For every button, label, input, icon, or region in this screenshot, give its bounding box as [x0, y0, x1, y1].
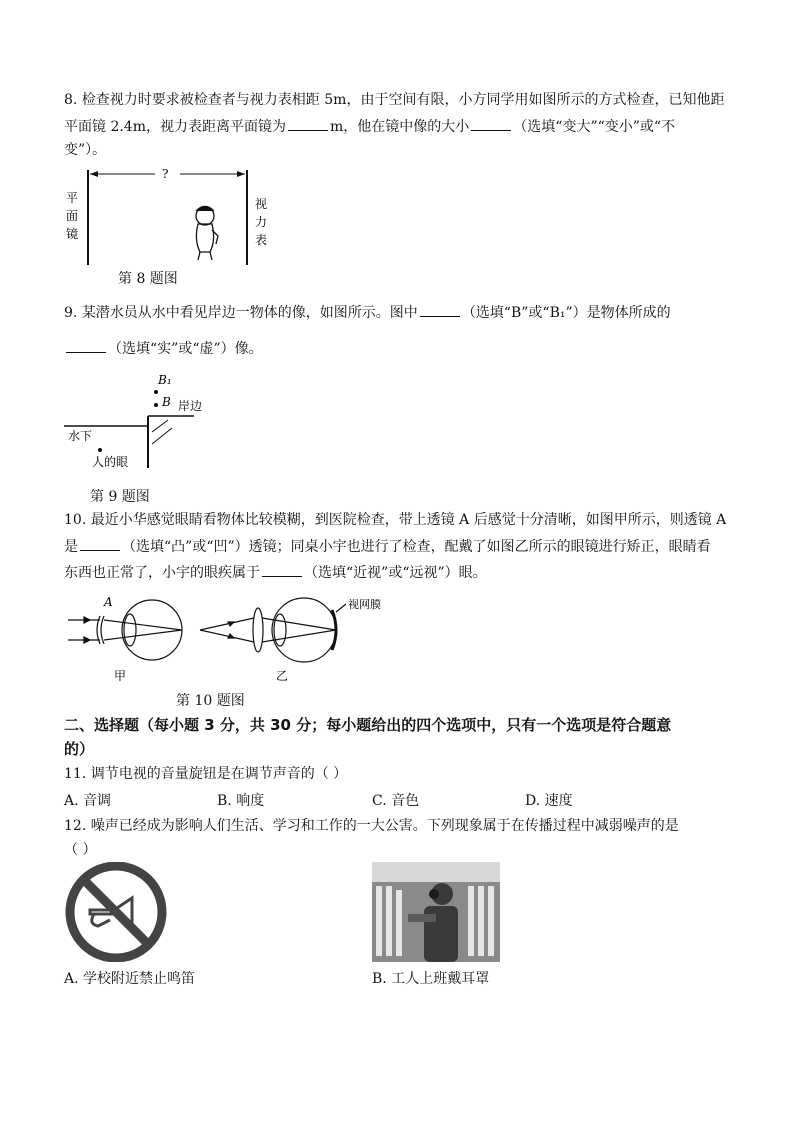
q10-line-3 — [64, 562, 487, 583]
q9-label-b1: B₁ — [158, 373, 172, 387]
q11-option-a[interactable]: A. 音调 — [64, 793, 112, 809]
q10-line-1: 10. 最近小华感觉眼睛看物体比较模糊，到医院检查，带上透镜 A 后感觉十分清晰，如图甲所示，则透镜 A — [64, 512, 727, 528]
q12-option-a[interactable]: A. 学校附近禁止鸣笛 — [64, 971, 196, 987]
q11-stem: 11. 调节电视的音量旋钮是在调节声音的（ ） — [64, 766, 348, 782]
q9-text-c: （选填“实”或“虚”）像。 — [108, 341, 263, 357]
q9-figure — [64, 368, 224, 473]
q10-label-yi: 乙 — [276, 669, 289, 683]
q8-figure — [60, 160, 280, 270]
q10-text-d: （选填“近视”或“远视”）眼。 — [304, 565, 487, 581]
q12-paren: （ ） — [64, 842, 97, 858]
q10-figure — [64, 590, 394, 688]
q9-label-underwater: 水下 — [68, 429, 93, 443]
q10-caption: 第 10 题图 — [176, 693, 245, 709]
q9-label-b: B — [162, 395, 171, 409]
q9-blank-2[interactable] — [66, 338, 106, 353]
q8-blank-1[interactable] — [288, 116, 328, 131]
q10-text-a: 是 — [64, 539, 78, 555]
q8-chart-char-2: 力 — [255, 215, 268, 229]
q12-option-b[interactable]: B. 工人上班戴耳罩 — [372, 971, 490, 987]
q8-caption: 第 8 题图 — [118, 271, 178, 287]
q11-option-b[interactable]: B. 响度 — [217, 793, 265, 809]
worker-earmuff-photo — [372, 862, 500, 962]
q10-label-a: A — [104, 595, 113, 609]
q8-person-icon — [196, 207, 218, 261]
q8-text-a: 平面镜 2.4m，视力表距离平面镜为 — [64, 119, 286, 135]
section-2-heading-line-2: 的） — [64, 740, 95, 758]
q8-line-2 — [64, 116, 675, 137]
q9-point-b1 — [154, 390, 158, 394]
q9-point-b — [154, 403, 158, 407]
q10-label-jia: 甲 — [114, 669, 127, 683]
q10-text-c: 东西也正常了，小宇的眼疾属于 — [64, 565, 260, 581]
q8-line-1: 8. 检查视力时要求被检查者与视力表相距 5m，由于空间有限，小方同学用如图所示的方式检查，已知他距 — [64, 92, 725, 108]
no-honking-sign-icon — [64, 862, 168, 962]
q8-mirror-char-3: 镜 — [66, 227, 79, 241]
section-2-heading-line-1: 二、选择题（每小题 3 分，共 30 分；每小题给出的四个选项中，只有一个选项是符合题意 — [64, 716, 672, 734]
q9-text-b: （选填“B”或“B₁”）是物体所成的 — [461, 305, 671, 321]
q8-text-c: （选填“变大”“变小”或“不 — [513, 119, 676, 135]
q9-point-eye — [98, 448, 102, 452]
q9-caption: 第 9 题图 — [90, 489, 150, 505]
q10-line-2 — [64, 536, 711, 557]
q9-line-1 — [64, 302, 671, 323]
q8-mirror-char-1: 平 — [66, 191, 79, 205]
q8-text-b: m，他在镜中像的大小 — [330, 119, 470, 135]
q10-eye-yi — [200, 598, 346, 662]
q9-line-2 — [64, 338, 263, 359]
q10-label-retina: 视网膜 — [348, 598, 381, 611]
q10-eye-jia — [68, 600, 182, 660]
q9-label-eye: 人的眼 — [92, 455, 129, 469]
q8-blank-2[interactable] — [471, 116, 511, 131]
q11-option-d[interactable]: D. 速度 — [525, 793, 573, 809]
q9-blank-1[interactable] — [420, 302, 460, 317]
q8-chart-char-1: 视 — [255, 197, 268, 211]
q10-blank-2[interactable] — [262, 562, 302, 577]
q8-mirror-char-2: 面 — [66, 209, 79, 223]
q8-line-3: 变”）。 — [64, 142, 107, 158]
q12-stem: 12. 噪声已经成为影响人们生活、学习和工作的一大公害。下列现象属于在传播过程中减弱噪声的是 — [64, 818, 679, 834]
q10-blank-1[interactable] — [80, 536, 120, 551]
q9-label-shore: 岸边 — [178, 399, 203, 413]
earmuff-icon — [429, 889, 439, 899]
q11-option-c[interactable]: C. 音色 — [372, 793, 420, 809]
q9-text-a: 9. 某潜水员从水中看见岸边一物体的像，如图所示。图中 — [64, 305, 418, 321]
q8-chart-char-3: 表 — [255, 233, 268, 247]
q10-text-b: （选填“凸”或“凹”）透镜；同桌小宇也进行了检查，配戴了如图乙所示的眼镜进行矫正，眼睛看 — [122, 539, 711, 555]
q8-question-mark: ? — [162, 167, 169, 181]
